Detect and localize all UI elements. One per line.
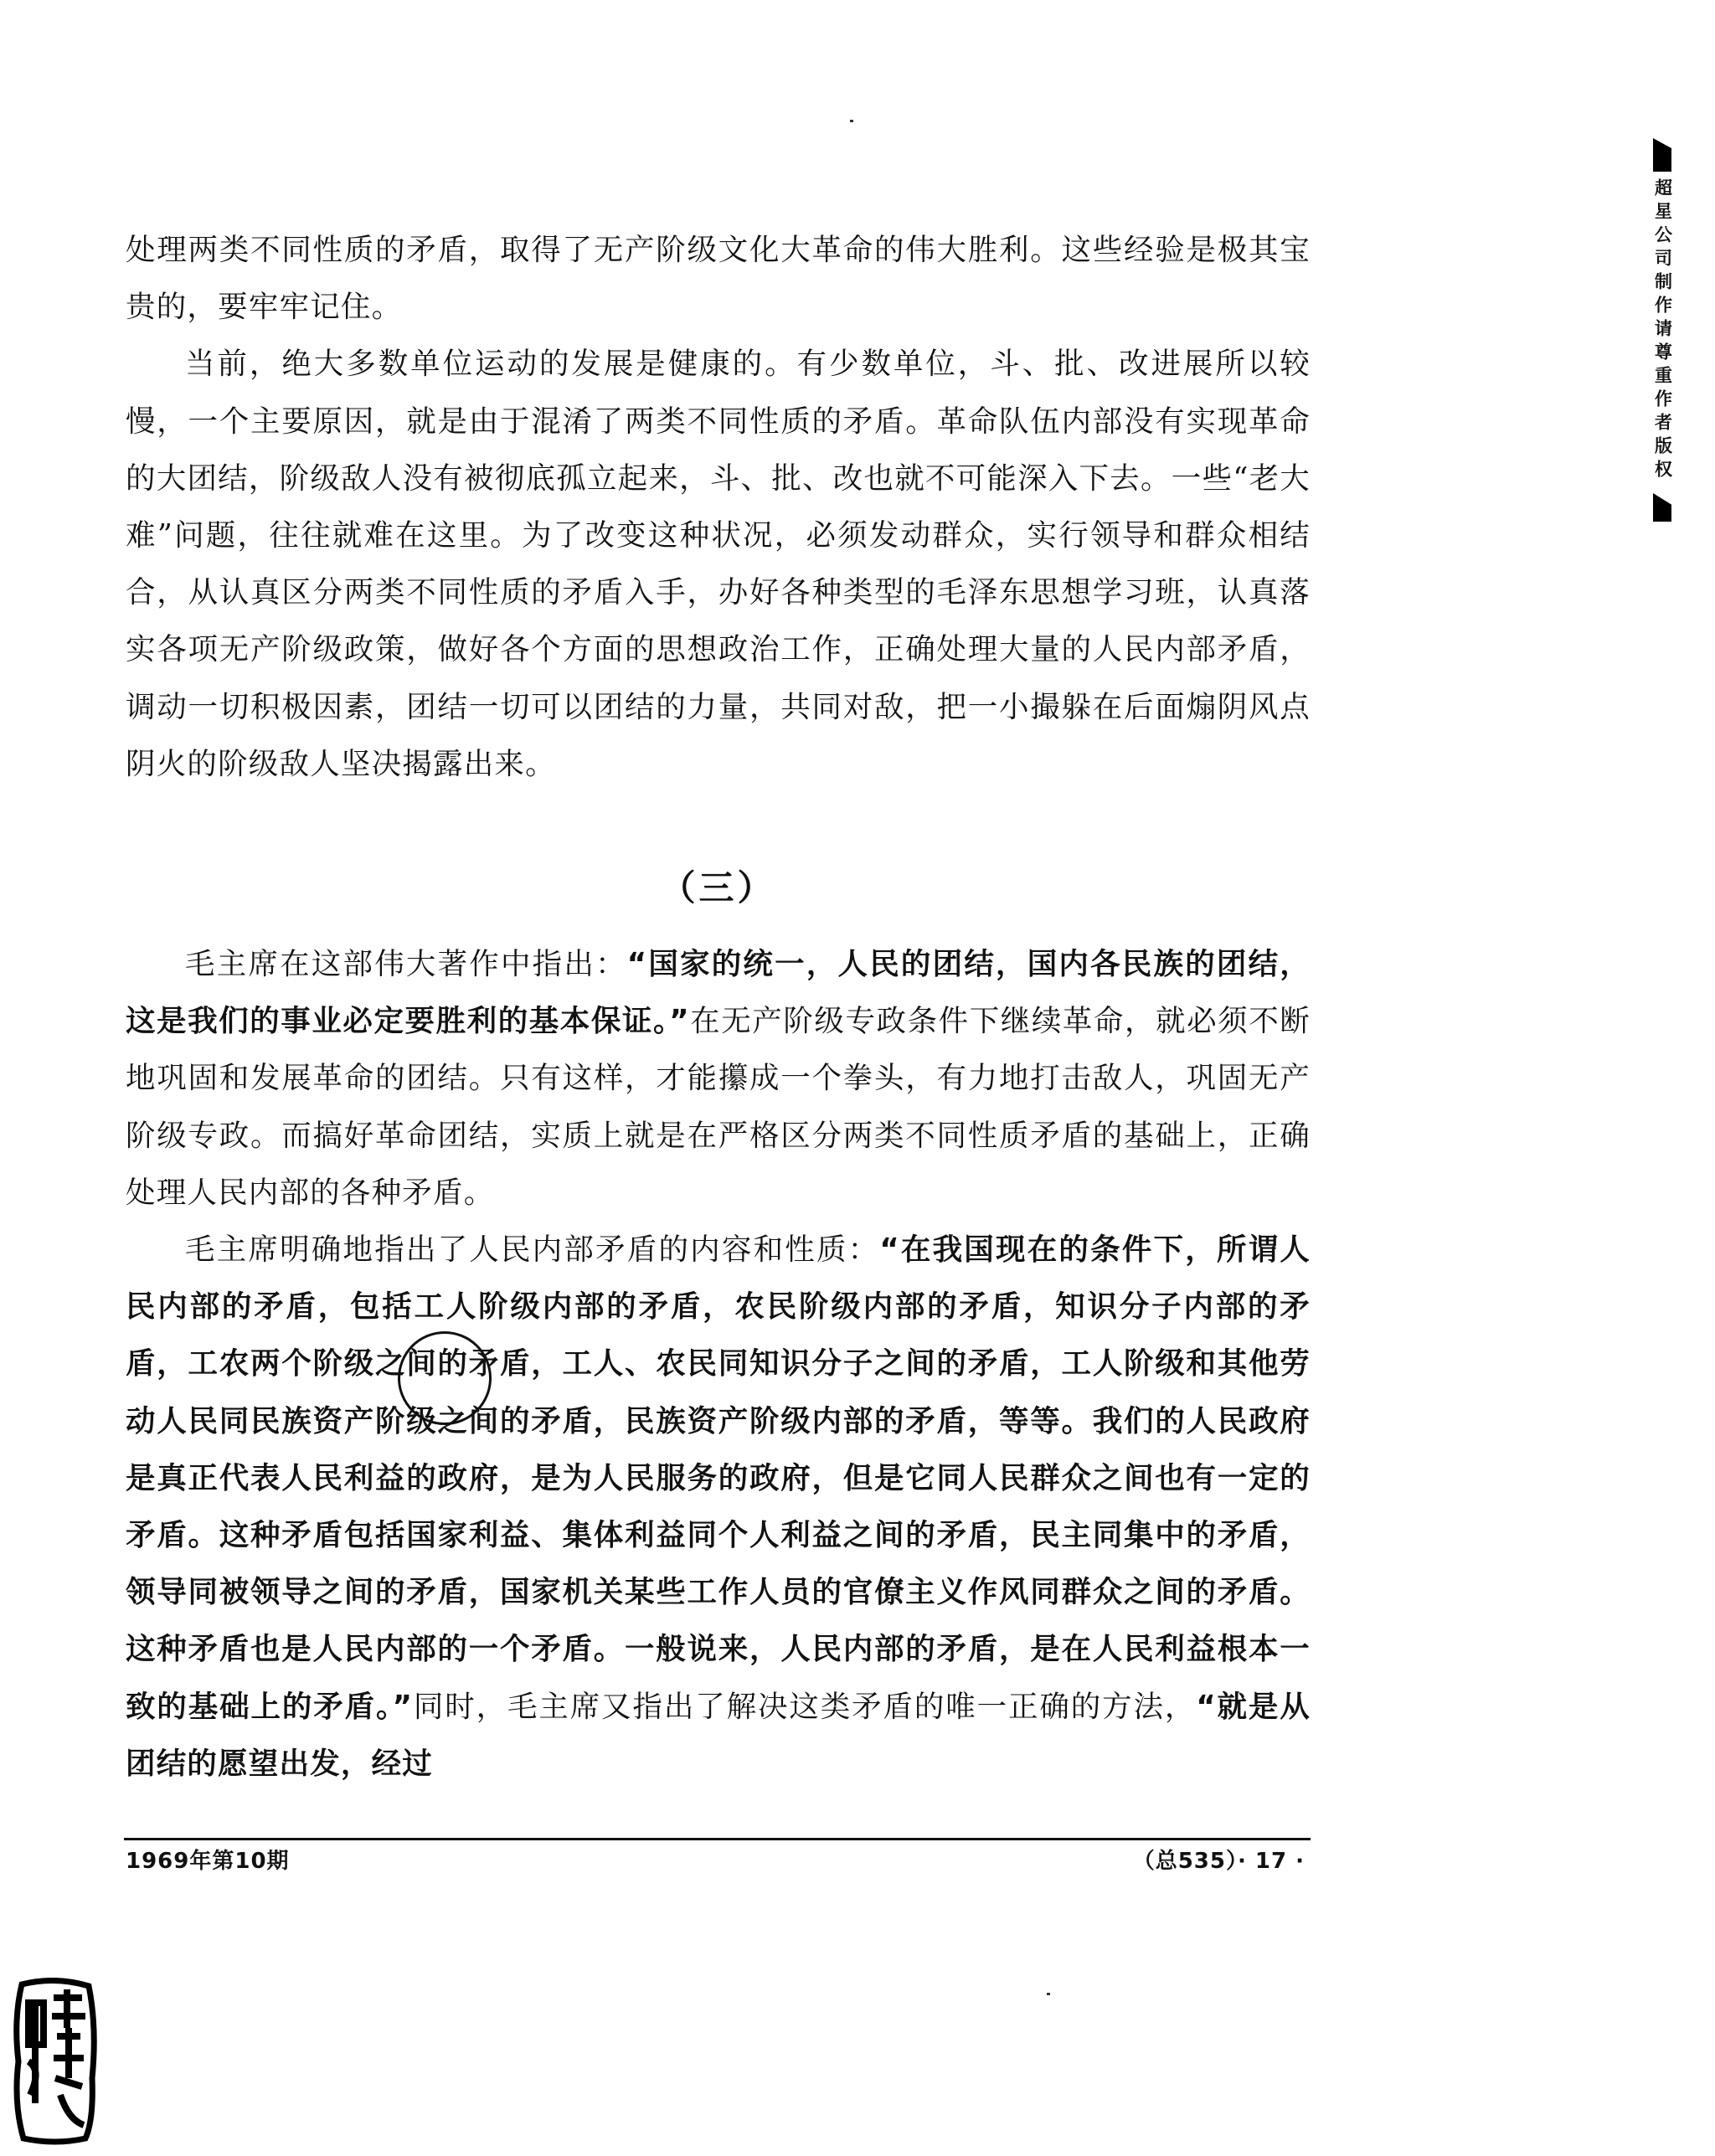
paragraph-text: 毛主席在这部伟大著作中指出： <box>185 947 627 981</box>
paragraph <box>126 336 1311 793</box>
copyright-stamp-text: 超星公司制作请尊重作者版权 <box>1652 178 1673 483</box>
quotation-bold: “就是从团结的愿望出发，经过 <box>126 1689 1311 1781</box>
section-heading: （三） <box>660 867 776 908</box>
paragraph <box>126 222 1311 336</box>
body-text-section-three <box>126 936 1311 1793</box>
stamp-bar-top <box>1653 138 1671 172</box>
paragraph-text: 在无产阶级专政条件下继续革命，就必须不断地巩固和发展革命的团结。只有这样，才能攥成一个拳头，有力地打击敌人，巩固无产阶级专政。而搞好革命团结，实质上就是在严格区分两类不同性质矛盾的基础上，正确处理人民内部的各种矛盾。 <box>126 1004 1311 1210</box>
stamp-bar-bottom <box>1653 493 1671 522</box>
footer-rule <box>124 1838 1311 1840</box>
paragraph-text: 当前，绝大多数单位运动的发展是健康的。有少数单位，斗、批、改进展所以较慢，一个主要原因，就是由于混淆了两类不同性质的矛盾。革命队伍内部没有实现革命的大团结，阶级敌人没有被彻底孤立起来，斗、批、改也就不可能深入下去。一些“老大难”问题，往往就难在这里。为了改变这种状况，必须发动群众，实行领导和群众相结合，从认真区分两类不同性质的矛盾入手，办好各种类型的毛泽东思想学习班，认真落实各项无产阶级政策，做好各个方面的思想政治工作，正确处理大量的人民内部矛盾，调动一切积极因素，团结一切可以团结的力量，共同对敌，把一小撮躲在后面煽阴风点阴火的阶级敌人坚决揭露出来。 <box>126 347 1311 781</box>
paragraph-text: 同时，毛主席又指出了解决这类矛盾的唯一正确的方法， <box>413 1689 1197 1724</box>
quotation-bold: “在我国现在的条件下，所谓人民内部的矛盾，包括工人阶级内部的矛盾，农民阶级内部的矛盾，知识分子内部的矛盾，工农两个阶级之间的矛盾，工人、农民同知识分子之间的矛盾，工人阶级和其他劳动人民同民族资产阶级之间的矛盾，民族资产阶级内部的矛盾，等等。我们的人民政府是真正代表人民利益的政府，是为人民服务的政府，但是它同人民群众之间也有一定的矛盾。这种矛盾包括国家利益、集体利益同个人利益之间的矛盾，民主同集中的矛盾，领导同被领导之间的矛盾，国家机关某些工作人员的官僚主义作风同群众之间的矛盾。这种矛盾也是人民内部的一个矛盾。一般说来，人民内部的矛盾，是在人民利益根本一致的基础上的矛盾。” <box>126 1232 1311 1724</box>
copyright-side-stamp <box>1645 138 1679 522</box>
scan-speck <box>1047 1993 1050 1995</box>
quotation-bold: “国家的统一，人民的团结，国内各民族的团结，这是我们的事业必定要胜利的基本保证。” <box>126 947 1311 1039</box>
paragraph-text: 毛主席明确地指出了人民内部矛盾的内容和性质： <box>185 1232 880 1268</box>
footer-issue: 1969年第10期 <box>126 1849 290 1874</box>
paragraph <box>126 936 1311 1222</box>
paragraph <box>126 1222 1311 1793</box>
paragraph-text: 处理两类不同性质的矛盾，取得了无产阶级文化大革命的伟大胜利。这些经验是极其宝贵的，要牢牢记住。 <box>126 233 1311 325</box>
handwritten-circle-mark <box>398 1331 492 1425</box>
footer-page-number: （总535）· 17 · <box>1132 1849 1305 1874</box>
scan-speck <box>850 120 853 122</box>
library-seal-stamp <box>10 1978 100 2145</box>
body-text-top <box>126 222 1311 793</box>
